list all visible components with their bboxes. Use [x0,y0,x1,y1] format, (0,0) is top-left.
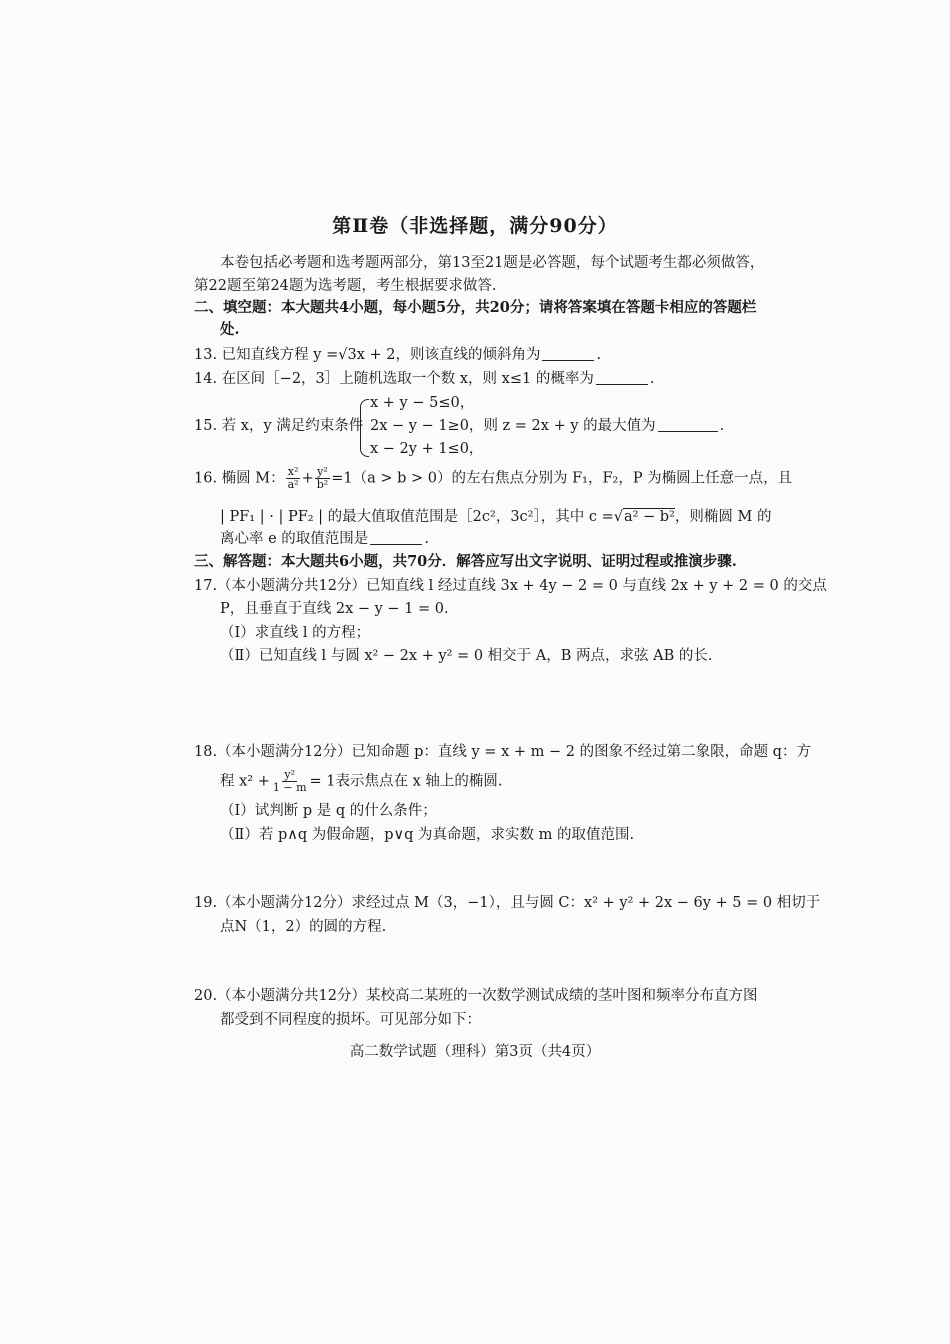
section-title: 第Ⅱ卷（非选择题，满分90分） [332,215,618,237]
question-15-end: . [719,418,725,434]
question-18-line-2-suffix: = 1表示焦点在 x 轴上的椭圆. [309,773,503,790]
question-17-line-2: P，且垂直于直线 2x − y − 1 = 0. [220,601,449,617]
question-17-line-1: 17.（本小题满分共12分）已知直线 l 经过直线 3x + 4y − 2 = 0 与直线 2x + y + 2 = 0 的交点 [194,578,827,594]
fraction-y-over-1-minus-m [271,769,309,794]
question-14 [194,369,654,389]
fraction-denominator: 1 − m [272,781,307,794]
section-2-heading-line-1: 二、填空题：本大题共4小题，每小题5分，共20分；请将答案填在答题卡相应的答题栏 [194,299,757,316]
question-16-line-2b: ，则椭圆 M 的 [674,509,772,525]
question-18-part-1: （Ⅰ）试判断 p 是 q 的什么条件； [220,803,437,819]
question-20-line-1: 20.（本小题满分共12分）某校高二某班的一次数学测试成绩的茎叶图和频率分布直方图 [194,988,758,1004]
question-18-line-1: 18.（本小题满分12分）已知命题 p：直线 y = x + m − 2 的图象不经过第二象限，命题 q：方 [194,744,811,760]
constraint-brace [360,399,369,457]
question-13-end: . [596,347,602,363]
answer-blank [658,417,718,432]
fraction-numerator: x² [287,465,299,478]
question-18-line-2-prefix: 程 x² + [220,773,270,790]
fraction-x-over-a [286,466,301,491]
fraction-numerator: y² [317,465,328,478]
question-13 [194,345,601,365]
answer-blank [596,370,648,385]
question-16-line-2: | PF₁ | · | PF₂ | 的最大值取值范围是［2c²，3c²］，其中 c =√a² − b²，则椭圆 M 的 [220,509,772,525]
section-2-heading-line-2: 处. [220,321,240,338]
sqrt-expression: a² − b² [623,509,675,525]
constraint-1: x + y − 5≤0， [370,395,475,411]
intro-line-2: 第22题至第24题为选考题，考生根据要求做答. [194,278,497,294]
question-17-part-1: （Ⅰ）求直线 l 的方程； [220,625,371,641]
constraint-2-suffix: 则 z = 2x + y 的最大值为 [483,418,656,434]
question-16-line-3 [220,529,429,549]
question-20-line-2: 都受到不同程度的损坏。可见部分如下： [220,1012,481,1028]
question-15-prefix: 15. 若 x，y 满足约束条件 [194,418,364,434]
fraction-y-over-b [315,466,330,491]
answer-blank [370,530,422,545]
question-16-end: . [424,531,429,547]
plus-sign: + [301,470,314,487]
question-14-end: . [649,371,655,387]
answer-blank [542,346,594,361]
section-3-heading: 三、解答题：本大题共6小题，共70分．解答应写出文字说明、证明过程或推演步骤. [194,553,737,570]
question-14-text: 14. 在区间［−2，3］上随机选取一个数 x，则 x≤1 的概率为 [194,371,594,387]
question-16-line-3-text: 离心率 e 的取值范围是 [220,531,369,547]
question-19-line-1: 19.（本小题满分12分）求经过点 M（3，−1），且与圆 C：x² + y² + 2x − 6y + 5 = 0 相切于 [194,895,821,911]
question-16-line-2a: | PF₁ | · | PF₂ | 的最大值取值范围是［2c²，3c²］，其中 c = [220,509,614,525]
constraint-2-row [370,416,724,436]
intro-line-1: 本卷包括必考题和选考题两部分，第13至21题是必答题，每个试题考生都必须做答， [220,255,765,271]
question-18-part-2: （Ⅱ）若 p∧q 为假命题，p∨q 为真命题，求实数 m 的取值范围. [220,827,635,843]
constraint-3: x − 2y + 1≤0， [370,441,484,457]
page-footer: 高二数学试题（理科）第3页（共4页） [349,1044,601,1060]
fraction-numerator: y² [284,768,295,781]
question-16-line-1 [194,466,792,491]
question-16-prefix: 16. 椭圆 M： [194,470,285,487]
fraction-denominator: a² [287,478,299,491]
fraction-denominator: b² [316,478,329,491]
constraint-2: 2x − y − 1≥0， [370,418,484,434]
question-19-line-2: 点N（1，2）的圆的方程. [220,919,387,935]
question-16-suffix: =1（a > b > 0）的左右焦点分别为 F₁，F₂，P 为椭圆上任意一点，且 [331,470,793,487]
question-17-part-2: （Ⅱ）已知直线 l 与圆 x² − 2x + y² = 0 相交于 A，B 两点，求弦 AB 的长. [220,648,713,664]
question-13-text: 13. 已知直线方程 y =√3x + 2，则该直线的倾斜角为 [194,347,541,363]
question-18-line-2 [220,769,503,794]
